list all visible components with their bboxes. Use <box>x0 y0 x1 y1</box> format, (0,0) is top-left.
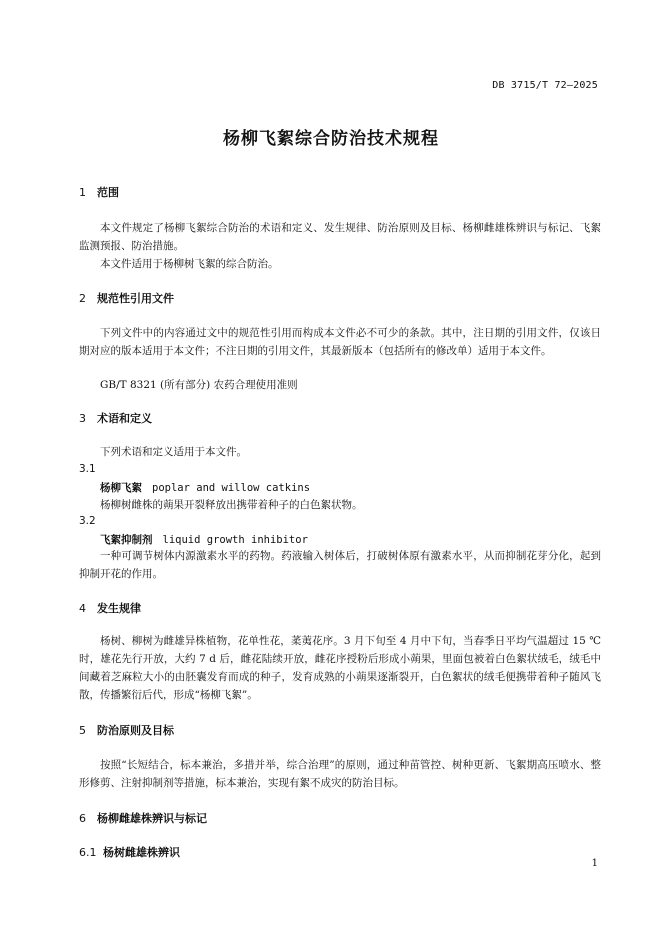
page-number: 1 <box>591 858 598 869</box>
subsection-title: 杨树雌雄株辨识 <box>103 846 180 859</box>
section-6-heading <box>79 810 207 826</box>
section-5-heading <box>79 722 174 738</box>
section-number: 5 <box>79 724 86 737</box>
term-english: liquid growth inhibitor <box>162 534 308 546</box>
section-title: 防治原则及目标 <box>97 724 174 737</box>
term-3-1-definition: 杨柳树雌株的蒴果开裂释放出携带着种子的白色絮状物。 <box>100 499 363 511</box>
section-title: 杨柳雌雄株辨识与标记 <box>97 812 207 825</box>
section-1-paragraph-1: 本文件规定了杨柳飞絮综合防治的术语和定义、发生规律、防治原则及目标、杨柳雌雄株辨识与标记、飞絮监测预报、防治措施。 <box>79 222 601 252</box>
section-number: 1 <box>79 186 86 199</box>
section-title: 范围 <box>97 186 119 199</box>
subsection-number: 6.1 <box>79 846 97 859</box>
section-title: 发生规律 <box>97 602 141 615</box>
section-number: 3 <box>79 412 86 425</box>
section-4-paragraph-1: 杨树、柳树为雌雄异株植物，花单性花，葇荑花序。3 月下旬至 4 月中下旬，当春季日平均气温超过 15 ℃时，雄花先行开放，大约 7 d 后，雌花陆续开放，雌花序授粉后形成小蒴果，里面包被着白色絮状绒毛，绒毛中间藏着芝麻粒大小的由胚囊发育而成的种子，发育成熟的小蒴果逐渐裂开，白色絮状的绒毛便携带着种子随风飞散，传播繁衍后代，形成“杨柳飞絮”。 <box>79 635 601 701</box>
term-3-1-number: 3.1 <box>79 463 96 475</box>
normative-reference: GB/T 8321 (所有部分) 农药合理使用准则 <box>100 379 298 391</box>
subsection-6-1-heading <box>79 844 180 860</box>
section-2-paragraph-1: 下列文件中的内容通过文中的规范性引用而构成本文件必不可少的条款。其中，注日期的引用文件，仅该日期对应的版本适用于本文件；不注日期的引用文件，其最新版本（包括所有的修改单）适用于本文件。 <box>79 327 601 357</box>
term-3-2 <box>100 532 308 547</box>
section-3-heading <box>79 410 152 426</box>
document-title: 杨柳飞絮综合防治技术规程 <box>223 129 439 149</box>
section-number: 2 <box>79 292 86 305</box>
section-1-paragraph-2: 本文件适用于杨柳树飞絮的综合防治。 <box>100 258 279 270</box>
section-5-paragraph-1: 按照“长短结合，标本兼治，多措并举，综合治理”的原则，通过种苗管控、树种更新、飞絮期高压喷水、整形修剪、注射抑制剂等措施，标本兼治，实现有絮不成灾的防治目标。 <box>79 759 601 789</box>
term-3-2-definition: 一种可调节树体内源激素水平的药物。药液输入树体后，打破树体原有激素水平，从而抑制花芽分化，起到抑制开花的作用。 <box>79 550 601 580</box>
section-1-heading <box>79 184 119 200</box>
section-number: 4 <box>79 602 86 615</box>
section-title: 规范性引用文件 <box>97 292 174 305</box>
section-2-heading <box>79 290 174 306</box>
term-3-2-number: 3.2 <box>79 515 96 527</box>
term-chinese: 飞絮抑制剂 <box>100 534 153 546</box>
section-number: 6 <box>79 812 86 825</box>
term-chinese: 杨柳飞絮 <box>100 482 142 494</box>
term-english: poplar and willow catkins <box>152 482 311 494</box>
section-3-intro: 下列术语和定义适用于本文件。 <box>100 446 247 458</box>
section-title: 术语和定义 <box>97 412 152 425</box>
standard-code: DB 3715/T 72—2025 <box>492 80 598 91</box>
section-4-heading <box>79 600 141 616</box>
term-3-1 <box>100 480 310 495</box>
